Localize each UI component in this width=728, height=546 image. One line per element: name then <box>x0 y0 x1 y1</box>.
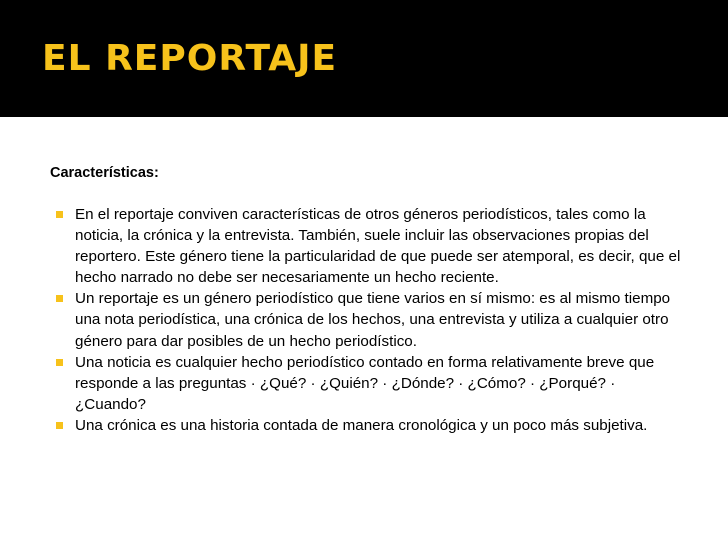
square-bullet-icon <box>56 422 63 429</box>
slide-title: EL REPORTAJE <box>42 38 338 79</box>
bullet-text: En el reportaje conviven características de otros géneros periodísticos, tales como la noticia, la crónica y la entrevista. También, suele incluir las observaciones propias del reportero. Este género tiene la particularidad de que puede ser atemporal, es decir, que el hecho narrado no debe ser necesariamente un hecho reciente. <box>75 206 681 287</box>
square-bullet-icon <box>56 211 63 218</box>
bullet-item <box>50 352 690 415</box>
square-bullet-icon <box>56 295 63 302</box>
bullet-text: Una noticia es cualquier hecho periodístico contado en forma relativamente breve que responde a las preguntas · ¿Qué? · ¿Quién? · ¿Dónde? · ¿Cómo? · ¿Porqué? · ¿Cuando? <box>75 353 655 413</box>
bullet-text: Un reportaje es un género periodístico que tiene varios en sí mismo: es al mismo tiempo una nota periodística, una crónica de los hechos, una entrevista y utiliza a cualquier otro género para dar posibles de un hecho periodístico. <box>75 290 671 350</box>
bullet-item <box>50 288 690 351</box>
bullet-item <box>50 204 690 288</box>
bullet-text: Una crónica es una historia contada de manera cronológica y un poco más subjetiva. <box>75 416 648 434</box>
title-band <box>0 0 728 117</box>
square-bullet-icon <box>56 359 63 366</box>
slide-content <box>50 163 690 436</box>
bullet-item <box>50 415 690 436</box>
bullet-list <box>50 204 690 436</box>
section-heading: Características: <box>50 165 159 181</box>
